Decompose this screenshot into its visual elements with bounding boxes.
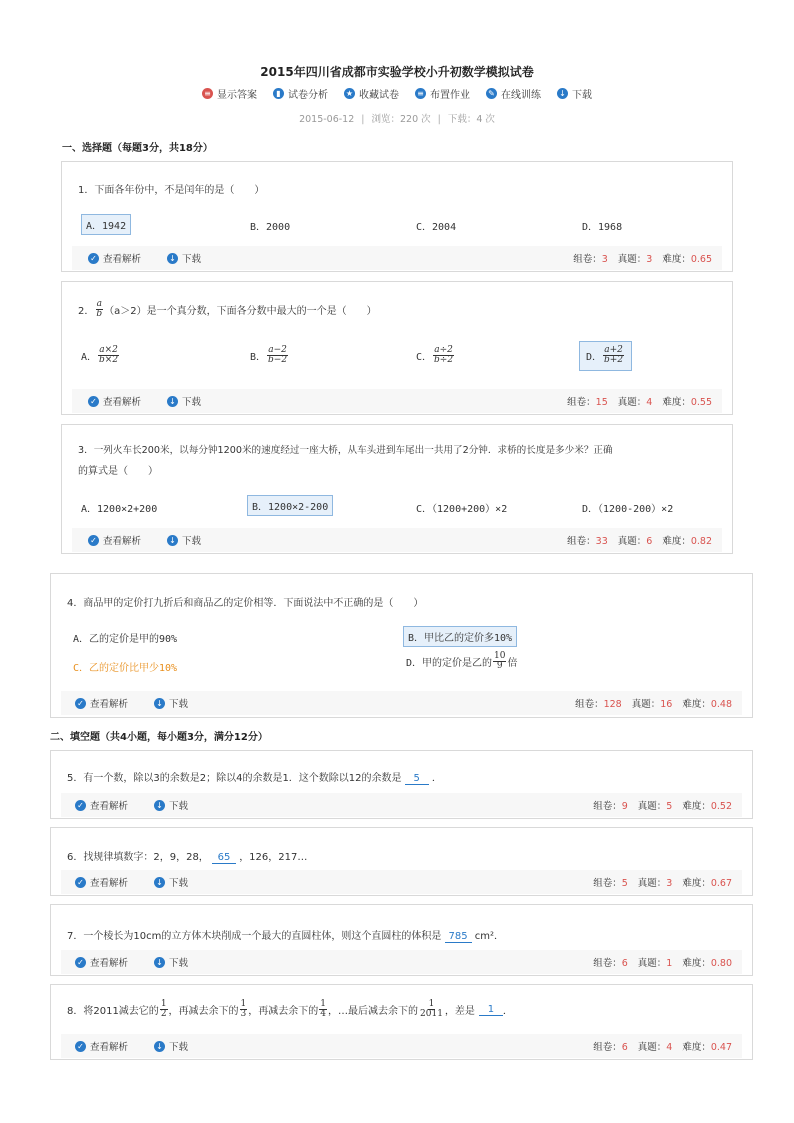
fraction: $\frac{1}{3}$ (240, 999, 247, 1020)
assign-homework-button[interactable]: ≡ 布置作业 (415, 86, 470, 101)
chart-icon: ▮ (273, 88, 284, 99)
question-download-button[interactable]: ↓ 下载 (154, 955, 188, 969)
option-d[interactable]: D． $\frac{a+2}{b+2}$ (579, 341, 632, 371)
question-footer (61, 950, 742, 974)
show-answer-button[interactable]: ≡ 显示答案 (202, 86, 257, 101)
option-a[interactable]: A． $\frac{a\times 2}{b\times 2}$ (81, 345, 119, 366)
answer-blank: 65 (212, 852, 236, 864)
fraction: $\frac{1}{4}$ (320, 999, 327, 1020)
paper-analysis-button[interactable]: ▮ 试卷分析 (273, 86, 328, 101)
question-card-5 (50, 750, 753, 819)
option-a[interactable]: A．1942 (81, 214, 131, 235)
view-analysis-button[interactable]: ✓ 查看解析 (75, 875, 128, 889)
section-title-choice: 一、选择题（每题3分，共18分） (62, 143, 213, 154)
download-icon: ↓ (154, 957, 165, 968)
download-count: 下载：4 次 (447, 114, 495, 125)
question-card-7 (50, 904, 753, 976)
view-analysis-button[interactable]: ✓ 查看解析 (75, 955, 128, 969)
question-footer (61, 870, 742, 894)
question-text: 5．有一个数，除以3的余数是2；除以4的余数是1．这个数除以12的余数是 5 ． (67, 773, 442, 784)
view-analysis-button[interactable]: ✓ 查看解析 (88, 394, 141, 408)
paper-date: 2015-06-12 (299, 114, 355, 125)
question-stats: 组卷：5 真题：3 难度：0.67 (593, 878, 732, 889)
question-footer (72, 389, 722, 413)
question-footer (61, 1034, 742, 1058)
download-icon: ↓ (557, 88, 568, 99)
check-icon: ✓ (75, 1041, 86, 1052)
question-card-8 (50, 984, 753, 1060)
question-text: 8．将2011减去它的 $\frac{1}{2}$ ，再减去余下的 $\frac{1}{3}$ ，再减去余下的 $\frac{1}{4}$ ，…最后减去余下的 $\frac{1}{2011}$ ，差是 1 ． (67, 999, 513, 1020)
option-d[interactable]: D．1968 (582, 222, 623, 233)
question-download-button[interactable]: ↓ 下载 (154, 798, 188, 812)
view-count: 浏览：220 次 (371, 114, 431, 125)
question-text-line-1: 3．一列火车长200米，以每分钟1200米的速度经过一座大桥，从车头进到车尾出一共用了2分钟．求桥的长度是多少米？正确 (78, 445, 613, 456)
pencil-icon: ✎ (486, 88, 497, 99)
question-stats: 组卷：3 真题：3 难度：0.65 (573, 254, 712, 265)
question-stats: 组卷：128 真题：16 难度：0.48 (575, 699, 732, 710)
question-text: 1．下面各年份中，不是闰年的是（ ） (78, 185, 265, 196)
question-download-button[interactable]: ↓ 下载 (167, 251, 201, 265)
option-b[interactable]: B．2000 (250, 222, 291, 233)
list-icon: ≡ (415, 88, 426, 99)
question-stats: 组卷：6 真题：1 难度：0.80 (593, 958, 732, 969)
check-icon: ✓ (75, 800, 86, 811)
download-icon: ↓ (167, 396, 178, 407)
option-a[interactable]: A．1200×2+200 (81, 504, 158, 515)
download-icon: ↓ (167, 253, 178, 264)
question-download-button[interactable]: ↓ 下载 (167, 394, 201, 408)
page-title: 2015年四川省成都市实验学校小升初数学模拟试卷 (260, 65, 534, 79)
option-b[interactable]: B．1200×2-200 (247, 495, 333, 516)
question-stats: 组卷：9 真题：5 难度：0.52 (593, 801, 732, 812)
favorite-button[interactable]: ★ 收藏试卷 (345, 88, 399, 101)
check-icon: ✓ (75, 957, 86, 968)
option-b[interactable]: B．甲比乙的定价多10% (403, 626, 517, 647)
download-icon: ↓ (154, 877, 165, 888)
answer-icon: ≡ (202, 88, 213, 99)
question-footer (72, 246, 722, 270)
check-icon: ✓ (88, 253, 99, 264)
view-analysis-button[interactable]: ✓ 查看解析 (75, 696, 128, 710)
star-icon: ★ (345, 88, 354, 98)
question-download-button[interactable]: ↓ 下载 (167, 533, 201, 547)
fraction: $\frac{a}{b}$ (96, 299, 103, 320)
option-c[interactable]: C．2004 (416, 222, 457, 233)
toolbar (0, 86, 794, 101)
download-button[interactable]: ↓ 下载 (557, 86, 592, 101)
option-a[interactable]: A．乙的定价是甲的90% (73, 634, 178, 645)
view-analysis-button[interactable]: ✓ 查看解析 (75, 798, 128, 812)
fraction: $\frac{1}{2}$ (160, 999, 167, 1020)
question-card-6 (50, 827, 753, 896)
option-c[interactable]: C．乙的定价比甲少10% (73, 663, 178, 674)
question-stats: 组卷：15 真题：4 难度：0.55 (567, 397, 712, 408)
question-card-3 (61, 424, 733, 554)
check-icon: ✓ (88, 535, 99, 546)
view-analysis-button[interactable]: ✓ 查看解析 (88, 533, 141, 547)
option-d[interactable]: D．（1200-200）×2 (582, 504, 674, 515)
question-download-button[interactable]: ↓ 下载 (154, 696, 188, 710)
question-stats: 组卷：6 真题：4 难度：0.47 (593, 1042, 732, 1053)
view-analysis-button[interactable]: ✓ 查看解析 (88, 251, 141, 265)
question-card-2 (61, 281, 733, 415)
option-b[interactable]: B． $\frac{a-2}{b-2}$ (250, 345, 288, 366)
view-analysis-button[interactable]: ✓ 查看解析 (75, 1039, 128, 1053)
question-footer (61, 691, 742, 715)
online-training-button[interactable]: ✎ 在线训练 (486, 86, 541, 101)
section-title-fill: 二、填空题（共4小题，每小题3分，满分12分） (50, 732, 268, 743)
download-icon: ↓ (167, 535, 178, 546)
option-c[interactable]: C．（1200+200）×2 (416, 504, 508, 515)
download-icon: ↓ (154, 800, 165, 811)
download-icon: ↓ (154, 698, 165, 709)
check-icon: ✓ (88, 396, 99, 407)
check-icon: ✓ (75, 698, 86, 709)
question-download-button[interactable]: ↓ 下载 (154, 875, 188, 889)
answer-blank: 785 (445, 931, 472, 943)
question-card-4 (50, 573, 753, 718)
question-stats: 组卷：33 真题：6 难度：0.82 (567, 536, 712, 547)
download-icon: ↓ (154, 1041, 165, 1052)
question-text: 6．找规律填数字：2，9，28， 65 ，126，217… (67, 852, 308, 863)
question-footer (72, 528, 722, 552)
paper-meta: 2015-06-12 | 浏览：220 次 | 下载：4 次 (299, 114, 495, 125)
question-text: 7．一个棱长为10cm的立方体木块削成一个最大的直圆柱体，则这个直圆柱的体积是 785 cm²． (67, 931, 505, 942)
question-card-1 (61, 161, 733, 272)
question-text: 4．商品甲的定价打九折后和商品乙的定价相等．下面说法中不正确的是（ ） (67, 598, 424, 609)
fraction: $\frac{1}{2011}$ (420, 999, 443, 1020)
question-footer (61, 793, 742, 817)
answer-blank: 1 (479, 1004, 503, 1016)
question-download-button[interactable]: ↓ 下载 (154, 1039, 188, 1053)
option-d[interactable]: D．甲的定价是乙的 $\frac{10}{9}$ 倍 (406, 651, 518, 672)
question-text-line-2: 的算式是（ ） (78, 466, 158, 477)
check-icon: ✓ (75, 877, 86, 888)
answer-blank: 5 (405, 773, 429, 785)
question-text: 2． $\frac{a}{b}$ （a＞2）是一个真分数，下面各分数中最大的一个是（ ） (78, 299, 377, 320)
option-c[interactable]: C． $\frac{a\div 2}{b\div 2}$ (416, 345, 454, 366)
